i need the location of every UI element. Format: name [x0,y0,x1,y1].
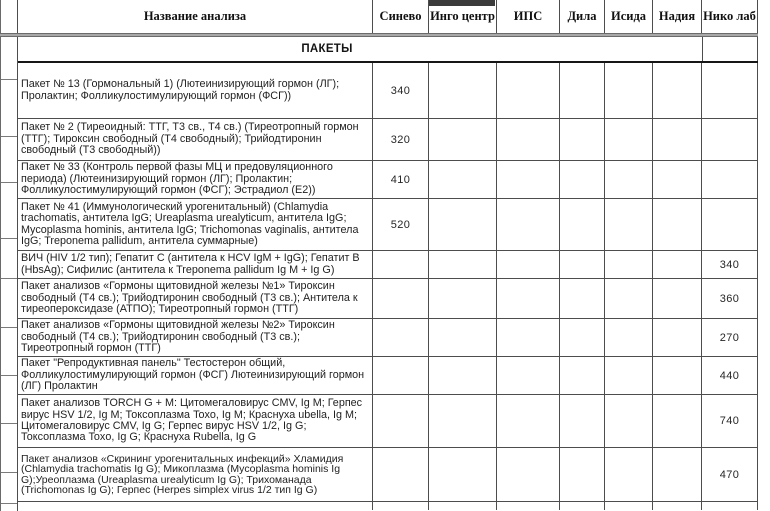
price-cell-ingo[interactable] [429,199,497,250]
price-cell-ingo[interactable] [429,251,497,278]
price-cell-nikolab[interactable]: 340 [702,251,758,278]
analysis-name-text: ВИЧ (HIV 1/2 тип); Гепатит С (антитела к HCV IgM + IgG); Гепатит В (HbsAg); Сифилис (антитела к Treponema pallidum Ig M + Ig G) [21,252,360,276]
price-cell-dila[interactable] [560,357,605,394]
table-row [18,395,758,448]
price-cell-ips[interactable] [497,161,560,198]
table-row-partial [18,502,758,510]
price-cell-ips[interactable] [497,279,560,318]
price-cell-isida[interactable] [605,63,653,118]
price-cell-nadiya[interactable] [653,395,702,447]
price-cell-isida[interactable] [605,251,653,278]
margin-gridline [1,327,17,328]
analysis-name-text: Пакет анализов «Гормоны щитовидной железы №1» Тироксин свободный (Т4 св.); Трийодтиронин свободный (Т3 св.); Антитела к тиреопероксидазе (АТПО); Тиреотропный гормон (ТТГ) [21,280,358,316]
analysis-name-text: Пакет № 13 (Гормональный 1) (Лютеинизирующий гормон (ЛГ); Пролактин; Фолликулостимулирующий гормон (ФСГ)) [21,78,340,102]
price-cell-ips[interactable] [497,63,560,118]
table-row [18,199,758,251]
price-cell-nikolab[interactable]: 270 [702,319,758,356]
analysis-name-text: Пакет "Репродуктивная панель" Тестостерон общий, Фолликулостимулирующий гормон (ФСГ) Лютеинизирующий гормон (ЛГ) Пролактин [21,357,365,393]
section-row-packages [18,37,758,61]
analysis-name-text: Пакет анализов TORCH G + M: Цитомегаловирус CMV, Ig M; Герпес вирус HSV 1/2, Ig M; Токсоплазма Toxo, Ig M; Краснуха ubella, Ig M; Цитомегаловирус CMV, Ig G; Герпес вирус HSV 1/2, Ig G; Токсоплазма Toxo, Ig G; Краснуха Rubella, Ig G [21,397,363,444]
price-cell-nadiya[interactable] [653,279,702,318]
header-bottom-double-border [0,33,758,37]
price-cell-ips[interactable] [497,199,560,250]
analysis-name-text: Пакет № 2 (Тиреоидный: ТТГ, Т3 св., Т4 св.) (Тиреотропный гормон (ТТГ); Тироксин свободный (Т4 свободный); Трийодтиронин свободный (Т3 свободный)) [21,121,359,157]
price-cell-ingo[interactable] [429,279,497,318]
table-row [18,319,758,357]
price-cell-isida[interactable] [605,395,653,447]
header-row [18,0,758,33]
price-cell-nadiya[interactable] [653,199,702,250]
price-cell-ingo[interactable] [429,395,497,447]
price-cell-ips[interactable] [497,448,560,501]
analysis-name-cell[interactable] [18,502,373,510]
table-row [18,161,758,199]
price-cell-nadiya[interactable] [653,119,702,160]
margin-gridline [1,136,17,137]
price-cell-sinevo[interactable]: 410 [373,161,429,198]
price-cell-ips[interactable] [497,119,560,160]
price-cell-nikolab[interactable]: 360 [702,279,758,318]
price-cell-sinevo[interactable] [373,502,429,510]
table-row [18,251,758,279]
price-cell-ingo[interactable] [429,119,497,160]
margin-gridline [1,423,17,424]
analysis-name-cell[interactable] [18,319,373,356]
price-cell-nikolab[interactable] [702,161,758,198]
price-cell-ips[interactable] [497,502,560,510]
price-cell-sinevo[interactable] [373,279,429,318]
price-cell-isida[interactable] [605,357,653,394]
analysis-name-cell[interactable] [18,199,373,250]
price-cell-nadiya[interactable] [653,357,702,394]
price-cell-sinevo[interactable]: 320 [373,119,429,160]
price-cell-nikolab[interactable]: 440 [702,357,758,394]
price-cell-nikolab[interactable] [702,199,758,250]
price-cell-ips[interactable] [497,319,560,356]
column-header-analysis-name[interactable]: Название анализа [18,0,373,33]
price-cell-dila[interactable] [560,502,605,510]
margin-gridline [1,278,17,279]
price-cell-nikolab[interactable]: 470 [702,448,758,501]
analysis-name-cell[interactable] [18,251,373,278]
table-row [18,448,758,502]
table-row [18,357,758,395]
price-cell-dila[interactable] [560,448,605,501]
column-header-niko-lab[interactable]: Нико лаб [702,0,758,33]
margin-gridline [1,472,17,473]
margin-gridline [1,375,17,376]
section-empty-cell[interactable] [702,37,758,61]
margin-gridline [1,79,17,80]
margin-gridline [1,182,17,183]
price-cell-nikolab[interactable] [702,119,758,160]
price-cell-dila[interactable] [560,119,605,160]
analysis-name-cell[interactable] [18,279,373,318]
price-cell-dila[interactable] [560,63,605,118]
price-cell-nadiya[interactable] [653,161,702,198]
price-cell-ingo[interactable] [429,161,497,198]
price-cell-nikolab[interactable] [702,502,758,510]
price-cell-sinevo[interactable] [373,357,429,394]
price-cell-dila[interactable] [560,251,605,278]
price-cell-isida[interactable] [605,502,653,510]
column-header-ips[interactable]: ИПС [497,0,560,33]
price-cell-dila[interactable] [560,319,605,356]
margin-gridline [1,238,17,239]
analysis-name-text: Пакет анализов «Гормоны щитовидной железы №2» Тироксин свободный (Т4 св.); Трийодтиронин свободный (Т3 св.); Тиреотропный гормон (ТТГ) [21,319,335,355]
column-header-sinevo[interactable]: Синево [373,0,429,33]
column-header-isida[interactable]: Исида [605,0,653,33]
price-cell-sinevo[interactable] [373,395,429,447]
price-cell-dila[interactable] [560,395,605,447]
price-cell-ingo[interactable] [429,357,497,394]
price-cell-sinevo[interactable] [373,448,429,501]
price-cell-ips[interactable] [497,395,560,447]
price-cell-ingo[interactable] [429,319,497,356]
price-cell-sinevo[interactable]: 340 [373,63,429,118]
price-cell-isida[interactable] [605,448,653,501]
column-header-dila[interactable]: Дила [560,0,605,33]
price-cell-ingo[interactable] [429,502,497,510]
table-row [18,279,758,319]
column-header-nadiya[interactable]: Надия [653,0,702,33]
column-header-ingo-centr[interactable]: Инго центр [429,0,497,33]
price-cell-isida[interactable] [605,199,653,250]
selected-cell-indicator [429,0,495,6]
section-title-cell[interactable]: ПАКЕТЫ [301,43,353,55]
price-cell-ips[interactable] [497,251,560,278]
price-cell-nadiya[interactable] [653,63,702,118]
price-cell-nadiya[interactable] [653,251,702,278]
price-cell-sinevo[interactable]: 520 [373,199,429,250]
price-cell-isida[interactable] [605,119,653,160]
price-cell-sinevo[interactable] [373,319,429,356]
analysis-name-text: Пакет № 41 (Иммунологический урогенитальный) (Chlamydia trachomatis, антитела IgG; Ureaplasma urealyticum, антитела IgG; Mycoplasma hominis, антитела IgG; Trichomonas vaginalis, антитела IgG; Treponema pallidum, антитела суммарные) [21,200,359,247]
price-cell-isida[interactable] [605,319,653,356]
price-cell-dila[interactable] [560,199,605,250]
left-margin-column [0,0,18,511]
price-cell-isida[interactable] [605,161,653,198]
analysis-name-cell[interactable] [18,63,373,118]
analysis-name-cell[interactable] [18,357,373,394]
price-cell-ingo[interactable] [429,448,497,501]
price-cell-ingo[interactable] [429,63,497,118]
table-row [18,63,758,119]
price-cell-nikolab[interactable]: 740 [702,395,758,447]
price-cell-nadiya[interactable] [653,502,702,510]
price-cell-isida[interactable] [605,279,653,318]
analysis-name-text: Пакет № 33 (Контроль первой фазы МЦ и предовуляционного периода) (Лютеинизирующий гормон (ЛГ); Пролактин; Фолликулостимулирующий гормон (ФСГ); Эстрадиол (Е2)) [21,161,333,197]
price-cell-dila[interactable] [560,161,605,198]
price-table [18,0,758,510]
analysis-name-cell[interactable] [18,395,373,447]
analysis-name-cell[interactable] [18,161,373,198]
price-cell-sinevo[interactable] [373,251,429,278]
analysis-name-text: Пакет анализов «Скрининг урогенитальных инфекций» Хламидия (Chlamydia trachomatis Ig G); Микоплазма (Mycoplasma hominis Ig G);Уреоплазма (Ureaplasma urealyticum Ig G); Трихоманада (Trichomonas Ig G); Герпес (Herpes simplex virus 1/2 тип Ig G) [21,452,344,496]
price-cell-nadiya[interactable] [653,448,702,501]
price-cell-dila[interactable] [560,279,605,318]
price-cell-ips[interactable] [497,357,560,394]
table-row [18,119,758,161]
analysis-name-cell[interactable] [18,448,373,501]
price-cell-nikolab[interactable] [702,63,758,118]
analysis-name-cell[interactable] [18,119,373,160]
margin-gridline [1,503,17,504]
price-cell-nadiya[interactable] [653,319,702,356]
